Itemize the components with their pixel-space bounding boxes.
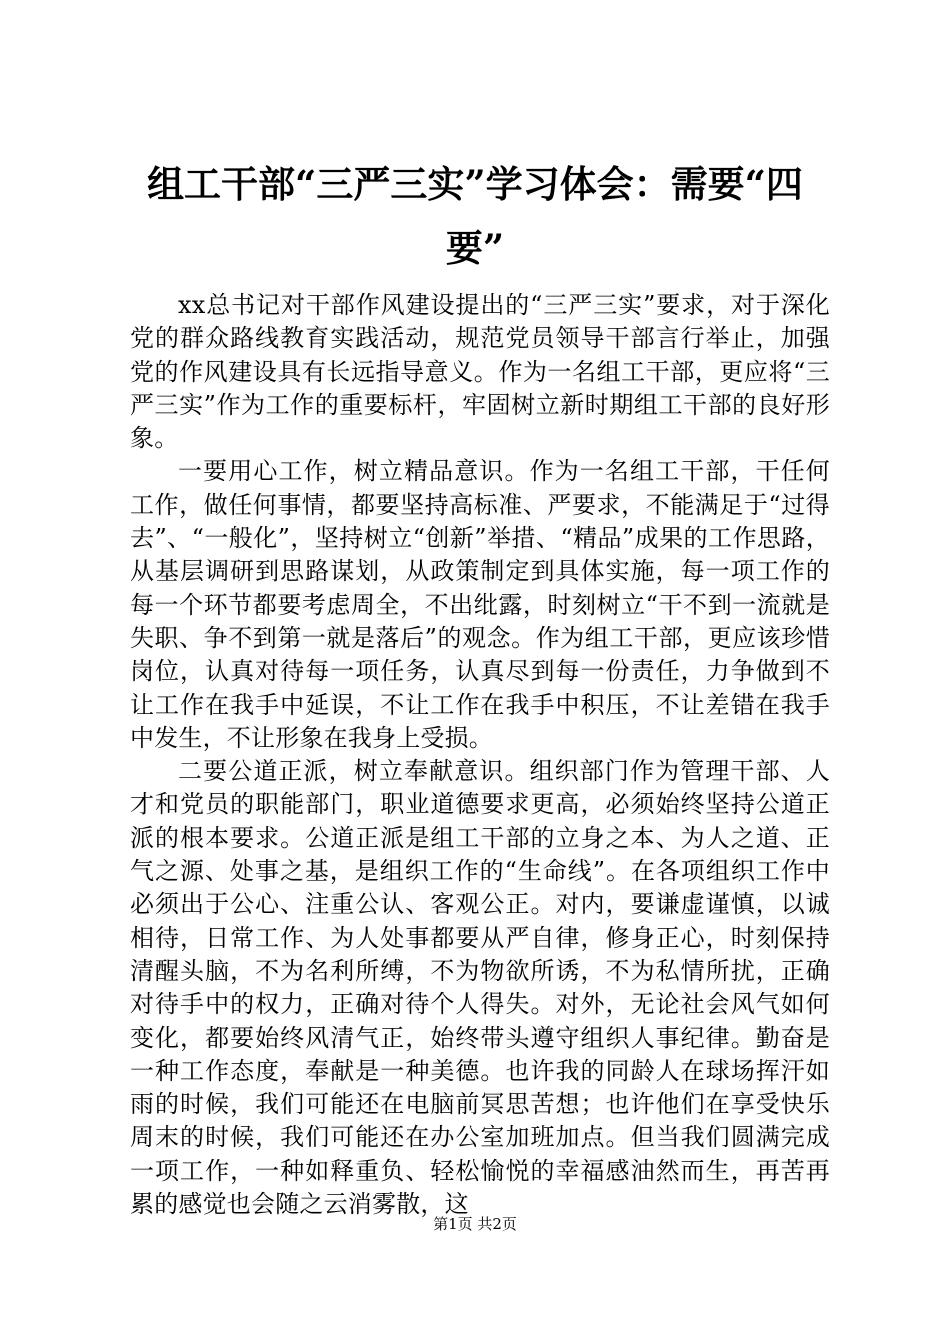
paragraph-intro: xx总书记对干部作风建设提出的“三严三实”要求，对于深化党的群众路线教育实践活动，规范党员领导干部言行举止，加强党的作风建设具有长远指导意义。作为一名组工干部，更应将“三严三实”作为工作的重要标杆，牢固树立新时期组工干部的良好形象。 <box>130 291 830 453</box>
document-body <box>130 289 830 1221</box>
paragraph-point-one: 一要用心工作，树立精品意识。作为一名组工干部，干任何工作，做任何事情，都要坚持高标准、严要求，不能满足于“过得去”、“一般化”，坚持树立“创新”举措、“精品”成果的工作思路，从基层调研到思路谋划，从政策制定到具体实施，每一项工作的每一个环节都要考虑周全，不出纰露，时刻树立“干不到一流就是失职、争不到第一就是落后”的观念。作为组工干部，更应该珍惜岗位，认真对待每一项任务，认真尽到每一份责任，力争做到不让工作在我手中延误，不让工作在我手中积压，不让差错在我手中发生，不让形象在我身上受损。 <box>130 457 830 752</box>
page-footer: 第1页 共2页 <box>433 1215 517 1233</box>
paragraph-point-two: 二要公道正派，树立奉献意识。组织部门作为管理干部、人才和党员的职能部门，职业道德要求更高，必须始终坚持公道正派的根本要求。公道正派是组工干部的立身之本、为人之道、正气之源、处事之基，是组织工作的“生命线”。在各项组织工作中必须出于公心、注重公认、客观公正。对内，要谦虚谨慎，以诚相待，日常工作、为人处事都要从严自律，修身正心，时刻保持清醒头脑，不为名利所缚，不为物欲所诱，不为私情所扰，正确对待手中的权力，正确对待个人得失。对外，无论社会风气如何变化，都要始终风清气正，始终带头遵守组织人事纪律。勤奋是一种工作态度，奉献是一种美德。也许我的同龄人在球场挥汗如雨的时候，我们可能还在电脑前冥思苦想；也许他们在享受快乐周末的时候，我们可能还在办公室加班加点。但当我们圆满完成一项工作，一种如释重负、轻松愉悦的幸福感油然而生，再苦再累的感觉也会随之云消雾散，这 <box>130 757 830 1219</box>
document-title: 组工干部“三严三实”学习体会：需要“四要” <box>147 162 803 270</box>
